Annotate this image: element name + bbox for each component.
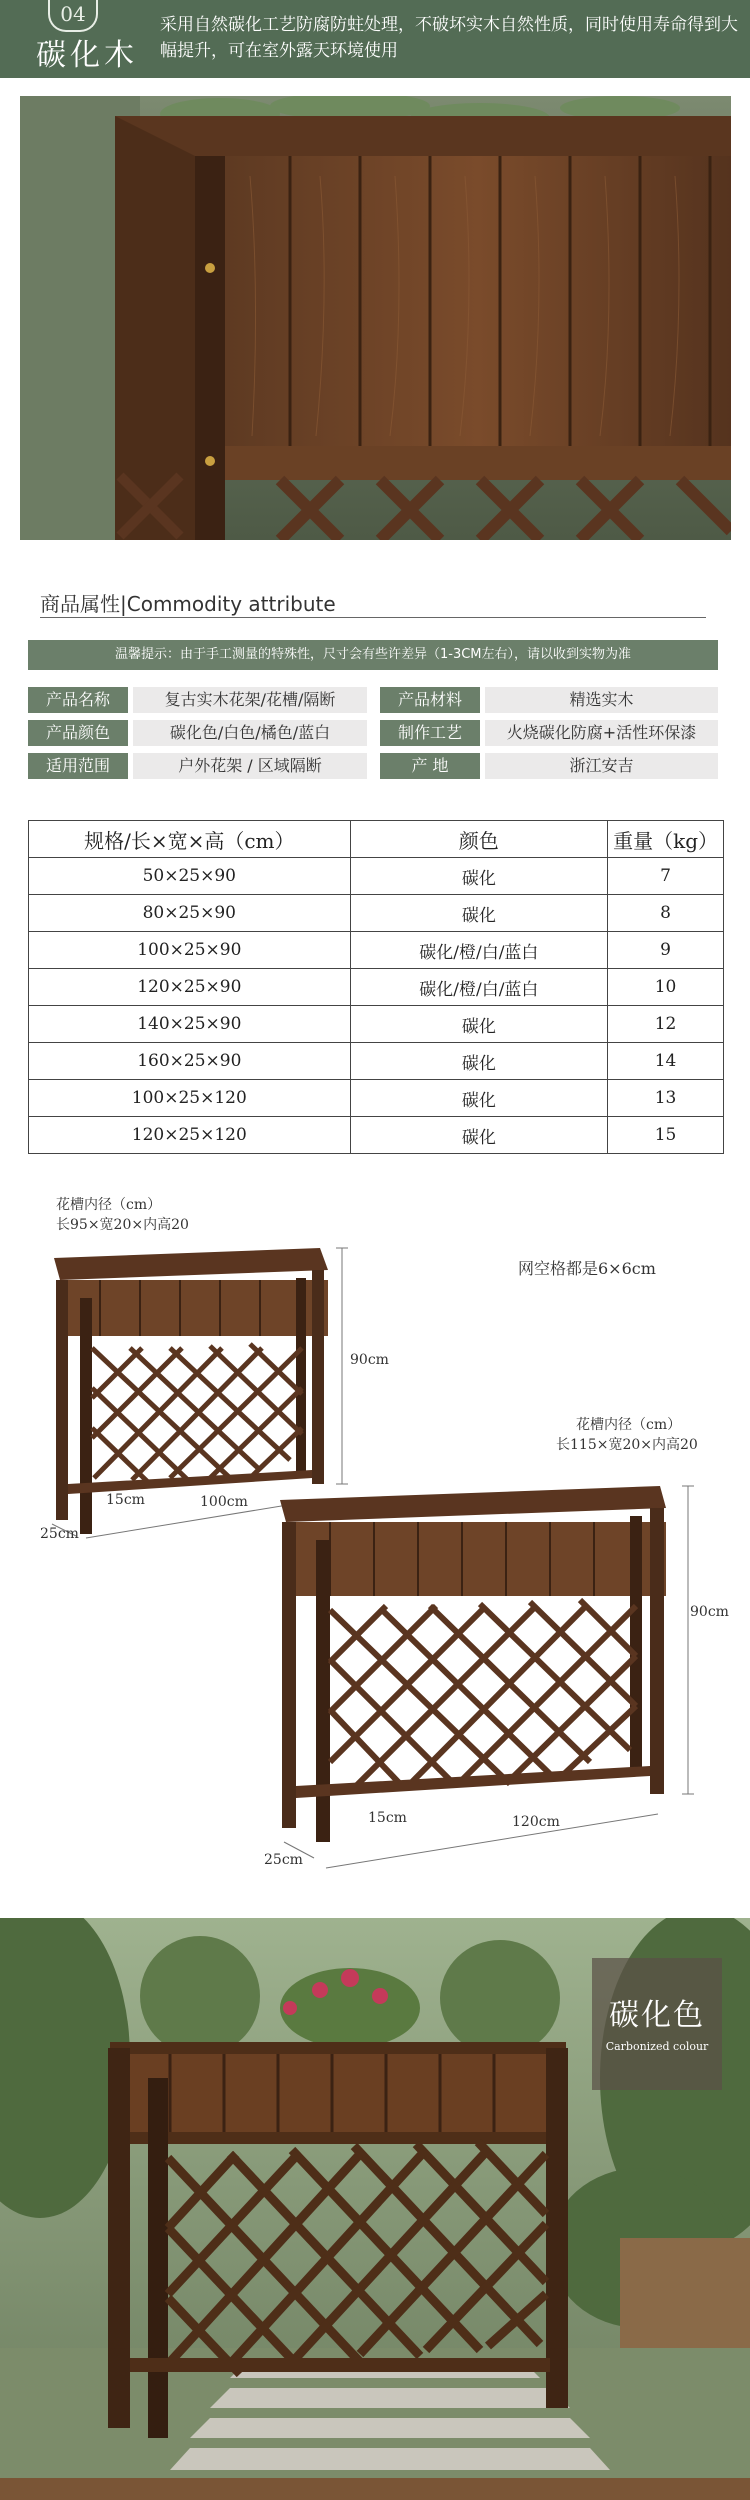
attr-label: 产品材料 [380, 687, 480, 713]
attr-label: 产品颜色 [28, 720, 128, 746]
attr-value: 火烧碳化防腐+活性环保漆 [485, 720, 718, 746]
cell-weight: 9 [608, 932, 724, 969]
cell-color: 碳化/橙/白/蓝白 [350, 932, 608, 969]
header-color: 颜色 [350, 821, 608, 858]
table-row [29, 858, 724, 895]
small-height: 90cm [350, 1352, 389, 1368]
large-depth-inner: 15cm [368, 1810, 407, 1826]
table-row [29, 1006, 724, 1043]
cell-color: 碳化 [350, 1080, 608, 1117]
large-inner-size: 长115×宽20×内高20 [556, 1437, 698, 1453]
small-length: 100cm [200, 1494, 248, 1510]
large-inner-label: 花槽内径（cm） [576, 1417, 682, 1433]
large-planter-drawing [270, 1470, 710, 1870]
cell-weight: 12 [608, 1006, 724, 1043]
attr-label: 适用范围 [28, 753, 128, 779]
title-underline [40, 617, 706, 618]
table-row [29, 1043, 724, 1080]
color-tag-name: 碳化色 [609, 1998, 705, 2033]
large-depth: 25cm [264, 1852, 303, 1868]
cell-weight: 8 [608, 895, 724, 932]
cell-weight: 7 [608, 858, 724, 895]
small-inner-label: 花槽内径（cm） [56, 1197, 162, 1213]
cell-size: 120×25×120 [29, 1117, 351, 1154]
cell-color: 碳化 [350, 895, 608, 932]
cell-size: 100×25×120 [29, 1080, 351, 1117]
small-depth-inner: 15cm [106, 1492, 145, 1508]
table-row [29, 1117, 724, 1154]
attr-value: 碳化色/白色/橘色/蓝白 [133, 720, 367, 746]
cell-size: 50×25×90 [29, 858, 351, 895]
cell-size: 120×25×90 [29, 969, 351, 1006]
attributes-title: 商品属性|Commodity attribute [40, 592, 336, 616]
header-weight: 重量（kg） [608, 821, 724, 858]
attr-label: 制作工艺 [380, 720, 480, 746]
attr-value: 户外花架 / 区域隔断 [133, 753, 367, 779]
table-row [29, 1080, 724, 1117]
cell-weight: 13 [608, 1080, 724, 1117]
cell-size: 160×25×90 [29, 1043, 351, 1080]
cell-weight: 10 [608, 969, 724, 1006]
badge-label: 碳化木 [36, 38, 138, 73]
table-row [29, 932, 724, 969]
cell-color: 碳化 [350, 858, 608, 895]
attr-value: 精选实木 [485, 687, 718, 713]
badge-number: 04 [60, 2, 86, 26]
attr-label: 产 地 [380, 753, 480, 779]
table-header-row [29, 821, 724, 858]
cell-color: 碳化 [350, 1006, 608, 1043]
small-inner-size: 长95×宽20×内高20 [56, 1217, 189, 1233]
attr-value: 浙江安吉 [485, 753, 718, 779]
header-spec: 规格/长×宽×高（cm） [29, 821, 351, 858]
next-section-strip [0, 2478, 750, 2500]
small-depth: 25cm [40, 1526, 79, 1542]
spec-table [28, 820, 724, 1154]
hero-photo-planter-closeup [20, 96, 731, 540]
cell-size: 80×25×90 [29, 895, 351, 932]
attr-label: 产品名称 [28, 687, 128, 713]
cell-size: 140×25×90 [29, 1006, 351, 1043]
color-tag-english: Carbonized colour [605, 2040, 709, 2053]
cell-color: 碳化 [350, 1117, 608, 1154]
large-length: 120cm [512, 1814, 560, 1830]
cell-size: 100×25×90 [29, 932, 351, 969]
cell-color: 碳化/橙/白/蓝白 [350, 969, 608, 1006]
large-height: 90cm [690, 1604, 729, 1620]
grid-note: 网空格都是6×6cm [518, 1259, 656, 1278]
table-row [29, 895, 724, 932]
table-row [29, 969, 724, 1006]
attr-value: 复古实木花架/花槽/隔断 [133, 687, 367, 713]
cell-weight: 14 [608, 1043, 724, 1080]
banner-description: 采用自然碳化工艺防腐防蛀处理，不破坏实木自然性质，同时使用寿命得到大幅提升，可在室外露天环境使用 [160, 15, 738, 61]
measurement-notice: 温馨提示：由于手工测量的特殊性，尺寸会有些许差异（1-3CM左右），请以收到实物为准 [28, 640, 718, 670]
cell-color: 碳化 [350, 1043, 608, 1080]
cell-weight: 15 [608, 1117, 724, 1154]
